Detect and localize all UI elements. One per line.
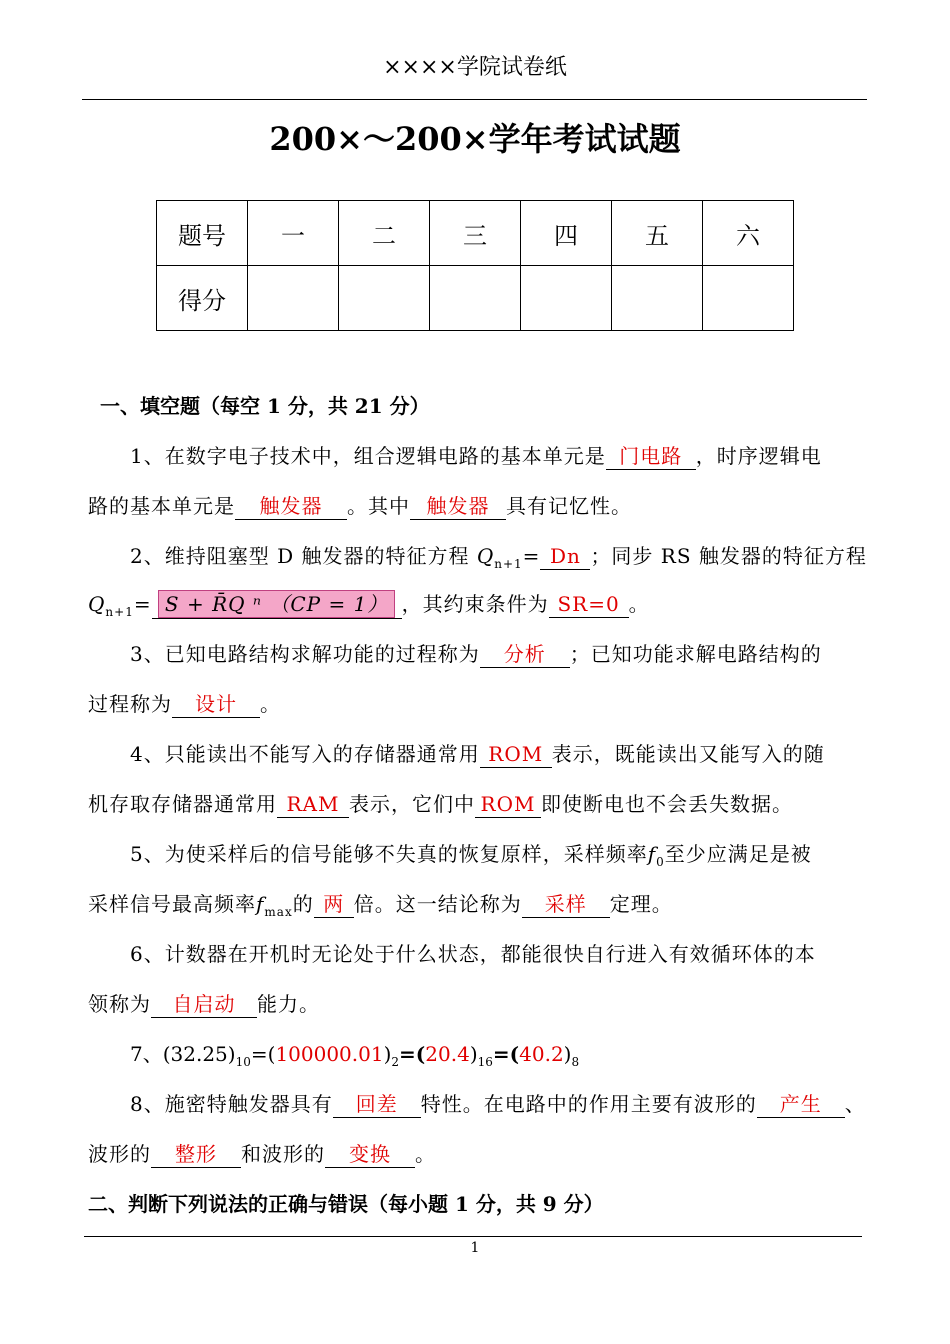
answer-blank: 回差 [333, 1091, 421, 1118]
column-header: 二 [339, 201, 430, 266]
row-label-question-number: 题号 [157, 201, 248, 266]
answer-blank: ROM [475, 791, 541, 818]
score-cell [430, 266, 521, 331]
column-header: 三 [430, 201, 521, 266]
question-1-line1: 1、在数字电子技术中，组合逻辑电路的基本单元是 门电路 ，时序逻辑电 [130, 444, 822, 468]
score-cell [612, 266, 703, 331]
answer-blank: 产生 [757, 1091, 845, 1118]
answer-blank: ROM [480, 741, 552, 768]
footer-rule [84, 1236, 862, 1237]
column-header: 六 [703, 201, 794, 266]
formula-box: S + R̄Q ⁿ （CP = 1） [158, 590, 395, 618]
answer-blank: 两 [314, 891, 354, 918]
answer-value: 100000.01 [275, 1042, 384, 1066]
column-header: 五 [612, 201, 703, 266]
question-1-line2: 路的基本单元是 触发器 。其中 触发器 具有记忆性。 [88, 494, 632, 518]
question-3-line1: 3、已知电路结构求解功能的过程称为 分析 ；已知功能求解电路结构的 [130, 642, 822, 666]
answer-blank: 触发器 [410, 493, 506, 520]
question-8-line1: 8、施密特触发器具有 回差 特性。在电路中的作用主要有波形的 产生 、 [130, 1092, 866, 1116]
row-label-score: 得分 [157, 266, 248, 331]
question-7: 7、$(32.25)_{10}=(100000.01)_2=(20.4)_{16}=(40.2)_8$ [130, 1042, 580, 1069]
exam-title: 200×～200×学年考试试题 [269, 120, 681, 158]
column-header: 一 [248, 201, 339, 266]
score-cell [521, 266, 612, 331]
answer-blank: 门电路 [606, 443, 696, 470]
question-3-line2: 过程称为 设计 。 [88, 692, 281, 716]
answer-blank: 变换 [325, 1141, 415, 1168]
answer-blank: 整形 [151, 1141, 241, 1168]
section2-heading: 二、判断下列说法的正确与错误（每小题 1 分，共 9 分） [88, 1192, 604, 1216]
question-5-line2: 采样信号最高频率$f_{max}$的 两 倍。这一结论称为 采样 定理。 [88, 892, 673, 919]
header-rule [82, 99, 867, 100]
page-number: 1 [470, 1240, 480, 1256]
answer-blank: 触发器 [235, 493, 347, 520]
score-cell [703, 266, 794, 331]
score-cell [339, 266, 430, 331]
question-2-line2: $Q_{n+1}= S$ + R̄Q ⁿ （CP = 1） ，其约束条件为 SR=0 。 [88, 592, 650, 619]
question-2-line1: 2、维持阻塞型 D 触发器的特征方程 $Q_{n+1}= Dn$ ；同步 RS 触发器的特征方程 [130, 544, 867, 571]
question-5-line1: 5、为使采样后的信号能够不失真的恢复原样，采样频率$f_0$至少应满足是被 [130, 842, 812, 869]
question-8-line2: 波形的 整形 和波形的 变换 。 [88, 1142, 436, 1166]
paper-header: ××××学院试卷纸 [383, 55, 567, 80]
column-header: 四 [521, 201, 612, 266]
score-cell [248, 266, 339, 331]
question-4-line1: 4、只能读出不能写入的存储器通常用 ROM 表示，既能读出又能写入的随 [130, 742, 825, 766]
answer-blank [152, 590, 402, 619]
section1-heading: 一、填空题（每空 1 分，共 21 分） [100, 394, 430, 418]
question-6-line2: 领称为 自启动 能力。 [88, 992, 320, 1016]
score-table [156, 200, 794, 331]
answer-blank: 分析 [480, 641, 570, 668]
table-row [157, 266, 794, 331]
answer-blank: RAM [277, 791, 349, 818]
answer-value: 40.2 [519, 1042, 564, 1066]
answer-blank: SR=0 [549, 591, 629, 618]
answer-blank: 设计 [172, 691, 260, 718]
answer-blank: 自启动 [151, 991, 257, 1018]
answer-blank: 采样 [522, 891, 610, 918]
question-6-line1: 6、计数器在开机时无论处于什么状态，都能很快自行进入有效循环体的本 [130, 942, 816, 966]
question-4-line2: 机存取存储器通常用 RAM 表示，它们中 ROM 即使断电也不会丢失数据。 [88, 792, 793, 816]
answer-blank: Dn [540, 543, 590, 570]
answer-value: 20.4 [425, 1042, 470, 1066]
table-row [157, 201, 794, 266]
